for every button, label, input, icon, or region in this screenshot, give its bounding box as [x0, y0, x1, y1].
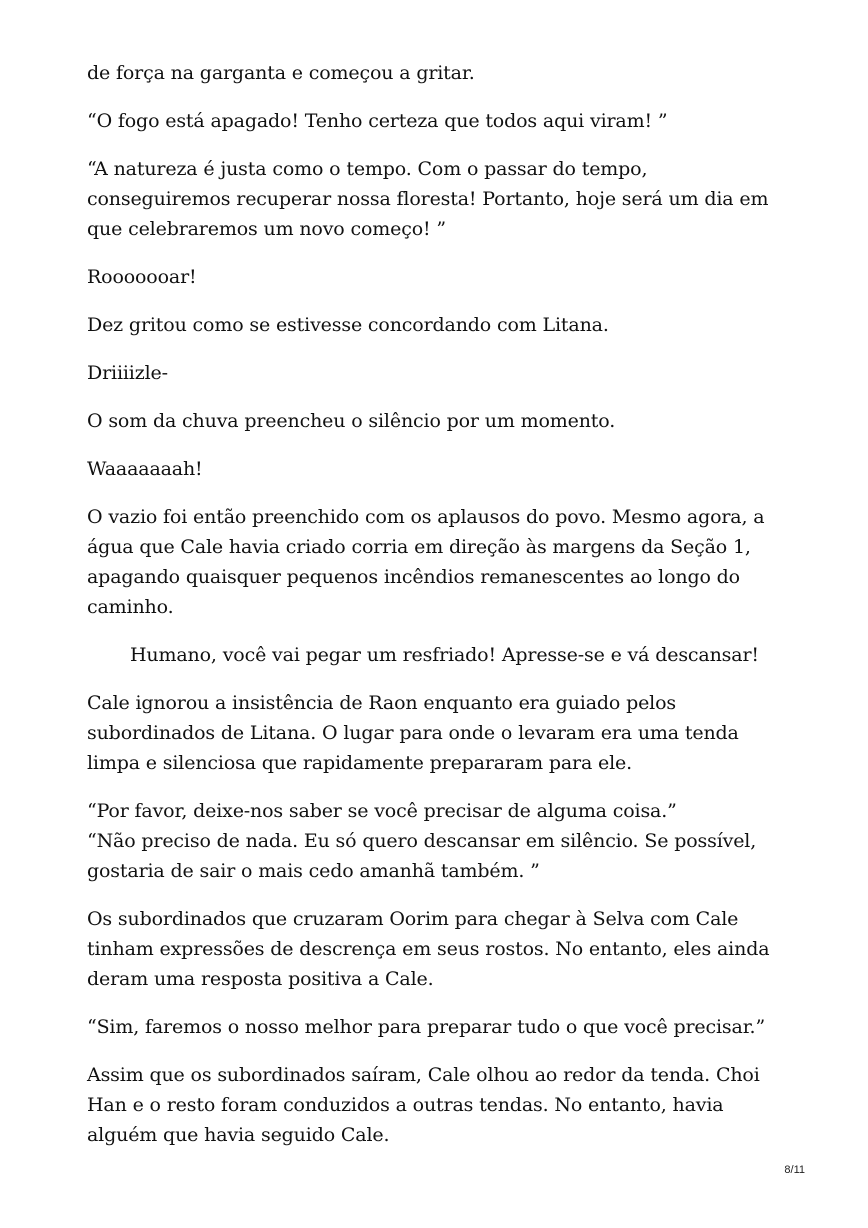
text-line: tinham expressões de descrença em seus rostos. No entanto, eles ainda [87, 938, 770, 960]
text-line: Os subordinados que cruzaram Oorim para chegar à Selva com Cale [87, 908, 739, 930]
document-page [87, 58, 787, 1168]
paragraph [87, 640, 787, 670]
paragraph [87, 262, 787, 292]
text-line: subordinados de Litana. O lugar para onde o levaram era uma tenda [87, 722, 739, 744]
text-line: limpa e silenciosa que rapidamente prepararam para ele. [87, 752, 633, 774]
text-line: Rooooooar! [87, 266, 197, 288]
paragraph [87, 1012, 787, 1042]
text-line: Waaaaaaah! [87, 458, 203, 480]
text-line: O vazio foi então preenchido com os aplausos do povo. Mesmo agora, a [87, 506, 765, 528]
paragraph [87, 502, 787, 622]
text-line: “Por favor, deixe-nos saber se você precisar de alguma coisa.” [87, 800, 677, 822]
text-line: “Não preciso de nada. Eu só quero descansar em silêncio. Se possível, [87, 830, 757, 852]
paragraph [87, 796, 787, 886]
paragraph [87, 904, 787, 994]
text-line: água que Cale havia criado corria em direção às margens da Seção 1, [87, 536, 751, 558]
page-number: 8/11 [784, 1164, 805, 1176]
paragraph [87, 310, 787, 340]
text-line: conseguiremos recuperar nossa floresta! Portanto, hoje será um dia em [87, 188, 769, 210]
text-line: deram uma resposta positiva a Cale. [87, 968, 434, 990]
paragraph [87, 1060, 787, 1150]
text-line: Driiiizle- [87, 362, 168, 384]
text-line: “A natureza é justa como o tempo. Com o passar do tempo, [87, 158, 648, 180]
text-line: gostaria de sair o mais cedo amanhã também. ” [87, 860, 540, 882]
text-line: de força na garganta e começou a gritar. [87, 62, 475, 84]
text-line: alguém que havia seguido Cale. [87, 1124, 390, 1146]
text-line: Dez gritou como se estivesse concordando com Litana. [87, 314, 609, 336]
paragraph [87, 358, 787, 388]
paragraph [87, 106, 787, 136]
text-line: “Sim, faremos o nosso melhor para preparar tudo o que você precisar.” [87, 1016, 766, 1038]
paragraph [87, 688, 787, 778]
paragraph [87, 406, 787, 436]
paragraph [87, 58, 787, 88]
text-line: Han e o resto foram conduzidos a outras tendas. No entanto, havia [87, 1094, 724, 1116]
paragraph [87, 154, 787, 244]
text-line: apagando quaisquer pequenos incêndios remanescentes ao longo do [87, 566, 740, 588]
text-line: Humano, você vai pegar um resfriado! Apresse-se e vá descansar! [130, 644, 759, 666]
text-line: que celebraremos um novo começo! ” [87, 218, 446, 240]
text-line: “O fogo está apagado! Tenho certeza que todos aqui viram! ” [87, 110, 668, 132]
paragraph [87, 454, 787, 484]
text-line: O som da chuva preencheu o silêncio por um momento. [87, 410, 616, 432]
text-line: Cale ignorou a insistência de Raon enquanto era guiado pelos [87, 692, 676, 714]
text-line: caminho. [87, 596, 174, 618]
text-line: Assim que os subordinados saíram, Cale olhou ao redor da tenda. Choi [87, 1064, 760, 1086]
